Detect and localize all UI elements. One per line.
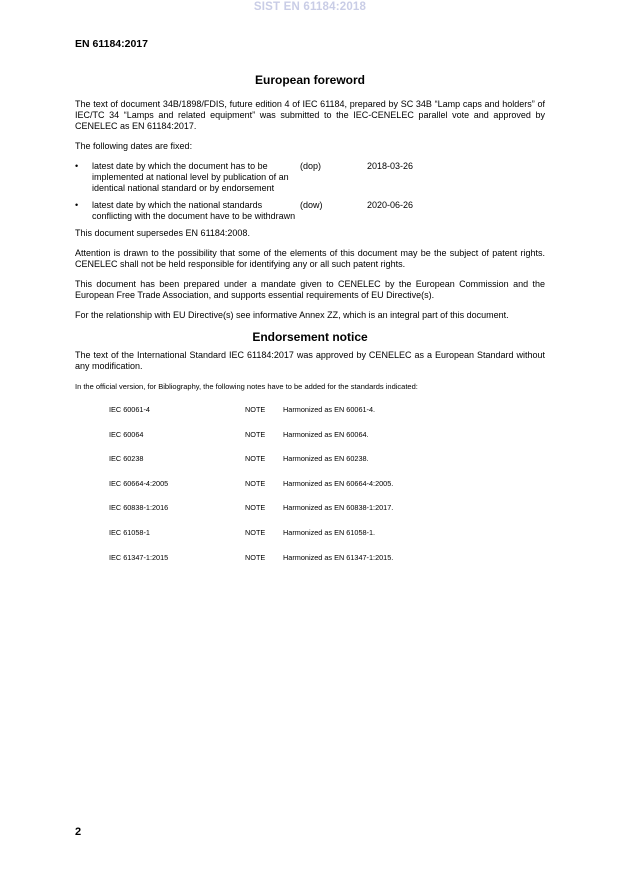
note-standard: IEC 60238 [109,454,144,464]
date-abbreviation: (dop) [300,161,322,171]
note-label: NOTE [245,405,266,414]
document-id: EN 61184:2017 [75,38,148,50]
note-label: NOTE [245,454,266,464]
date-value: 2018-03-26 [367,161,414,171]
date-abbreviation: (dow) [300,200,323,210]
note-text: Harmonized as EN 61058-1. [283,527,376,537]
note-label: NOTE [245,552,266,562]
date-item-dop [75,161,545,194]
note-standard: IEC 61058-1 [109,527,150,537]
note-row [109,552,545,577]
bullet: • [75,200,79,210]
note-row [109,502,545,527]
watermark: SIST EN 61184:2018 [253,1,367,13]
bibliography-lead: In the official version, for Bibliography, the following notes have to be added for the standards indicated: [75,382,418,391]
note-row [109,453,545,478]
dates-lead: The following dates are fixed: [75,141,193,151]
note-text: Harmonized as EN 61347-1:2015. [283,552,394,562]
note-text: Harmonized as EN 60664-4:2005. [283,478,394,488]
relationship-text: For the relationship with EU Directive(s) see informative Annex ZZ, which is an integral part of this document. [75,310,509,320]
note-standard: IEC 60061-4 [109,405,150,414]
note-row [109,404,545,429]
bibliography-notes [109,404,545,576]
date-description: latest date by which the national standards conflicting with the document have to be withdrawn [92,200,296,221]
date-value: 2020-06-26 [367,200,414,210]
note-text: Harmonized as EN 60061-4. [283,405,376,414]
page-body [75,73,545,576]
note-text: Harmonized as EN 60064. [283,429,369,439]
date-item-dow [75,200,545,222]
dates-list [75,161,545,222]
note-row [109,478,545,503]
note-standard: IEC 60064 [109,429,144,439]
note-text: Harmonized as EN 60238. [283,454,369,464]
date-description: latest date by which the document has to be implemented at national level by publication of an identical national standard or by endorsement [92,161,289,193]
note-label: NOTE [245,429,266,439]
note-label: NOTE [245,478,266,488]
note-label: NOTE [245,503,266,513]
note-text: Harmonized as EN 60838-1:2017. [283,503,394,513]
endorsement-text: The text of the International Standard IEC 61184:2017 was approved by CENELEC as a European Standard without any modification. [75,350,545,371]
note-label: NOTE [245,527,266,537]
supersedes-text: This document supersedes EN 61184:2008. [75,228,250,238]
note-standard: IEC 60664-4:2005 [109,478,169,488]
page-number: 2 [75,826,82,838]
note-row [109,429,545,454]
note-standard: IEC 60838-1:2016 [109,503,169,513]
endorsement-title: Endorsement notice [252,330,368,344]
note-row [109,527,545,552]
foreword-title: European foreword [254,73,365,87]
patent-text: Attention is drawn to the possibility that some of the elements of this document may be the subject of patent rights. CENELEC shall not be held responsible for identifying any or all such patent rights. [75,248,545,269]
bullet: • [75,161,79,171]
mandate-text: This document has been prepared under a mandate given to CENELEC by the European Commission and the European Free Trade Association, and supports essential requirements of EU Directive(s). [75,279,545,300]
foreword-intro: The text of document 34B/1898/FDIS, future edition 4 of IEC 61184, prepared by SC 34B “Lamp caps and holders” of IEC/TC 34 “Lamps and related equipment” was submitted to the IEC-CENELEC parallel vote and approved by CENELEC as EN 61184:2017. [75,99,545,131]
note-standard: IEC 61347-1:2015 [109,552,169,562]
